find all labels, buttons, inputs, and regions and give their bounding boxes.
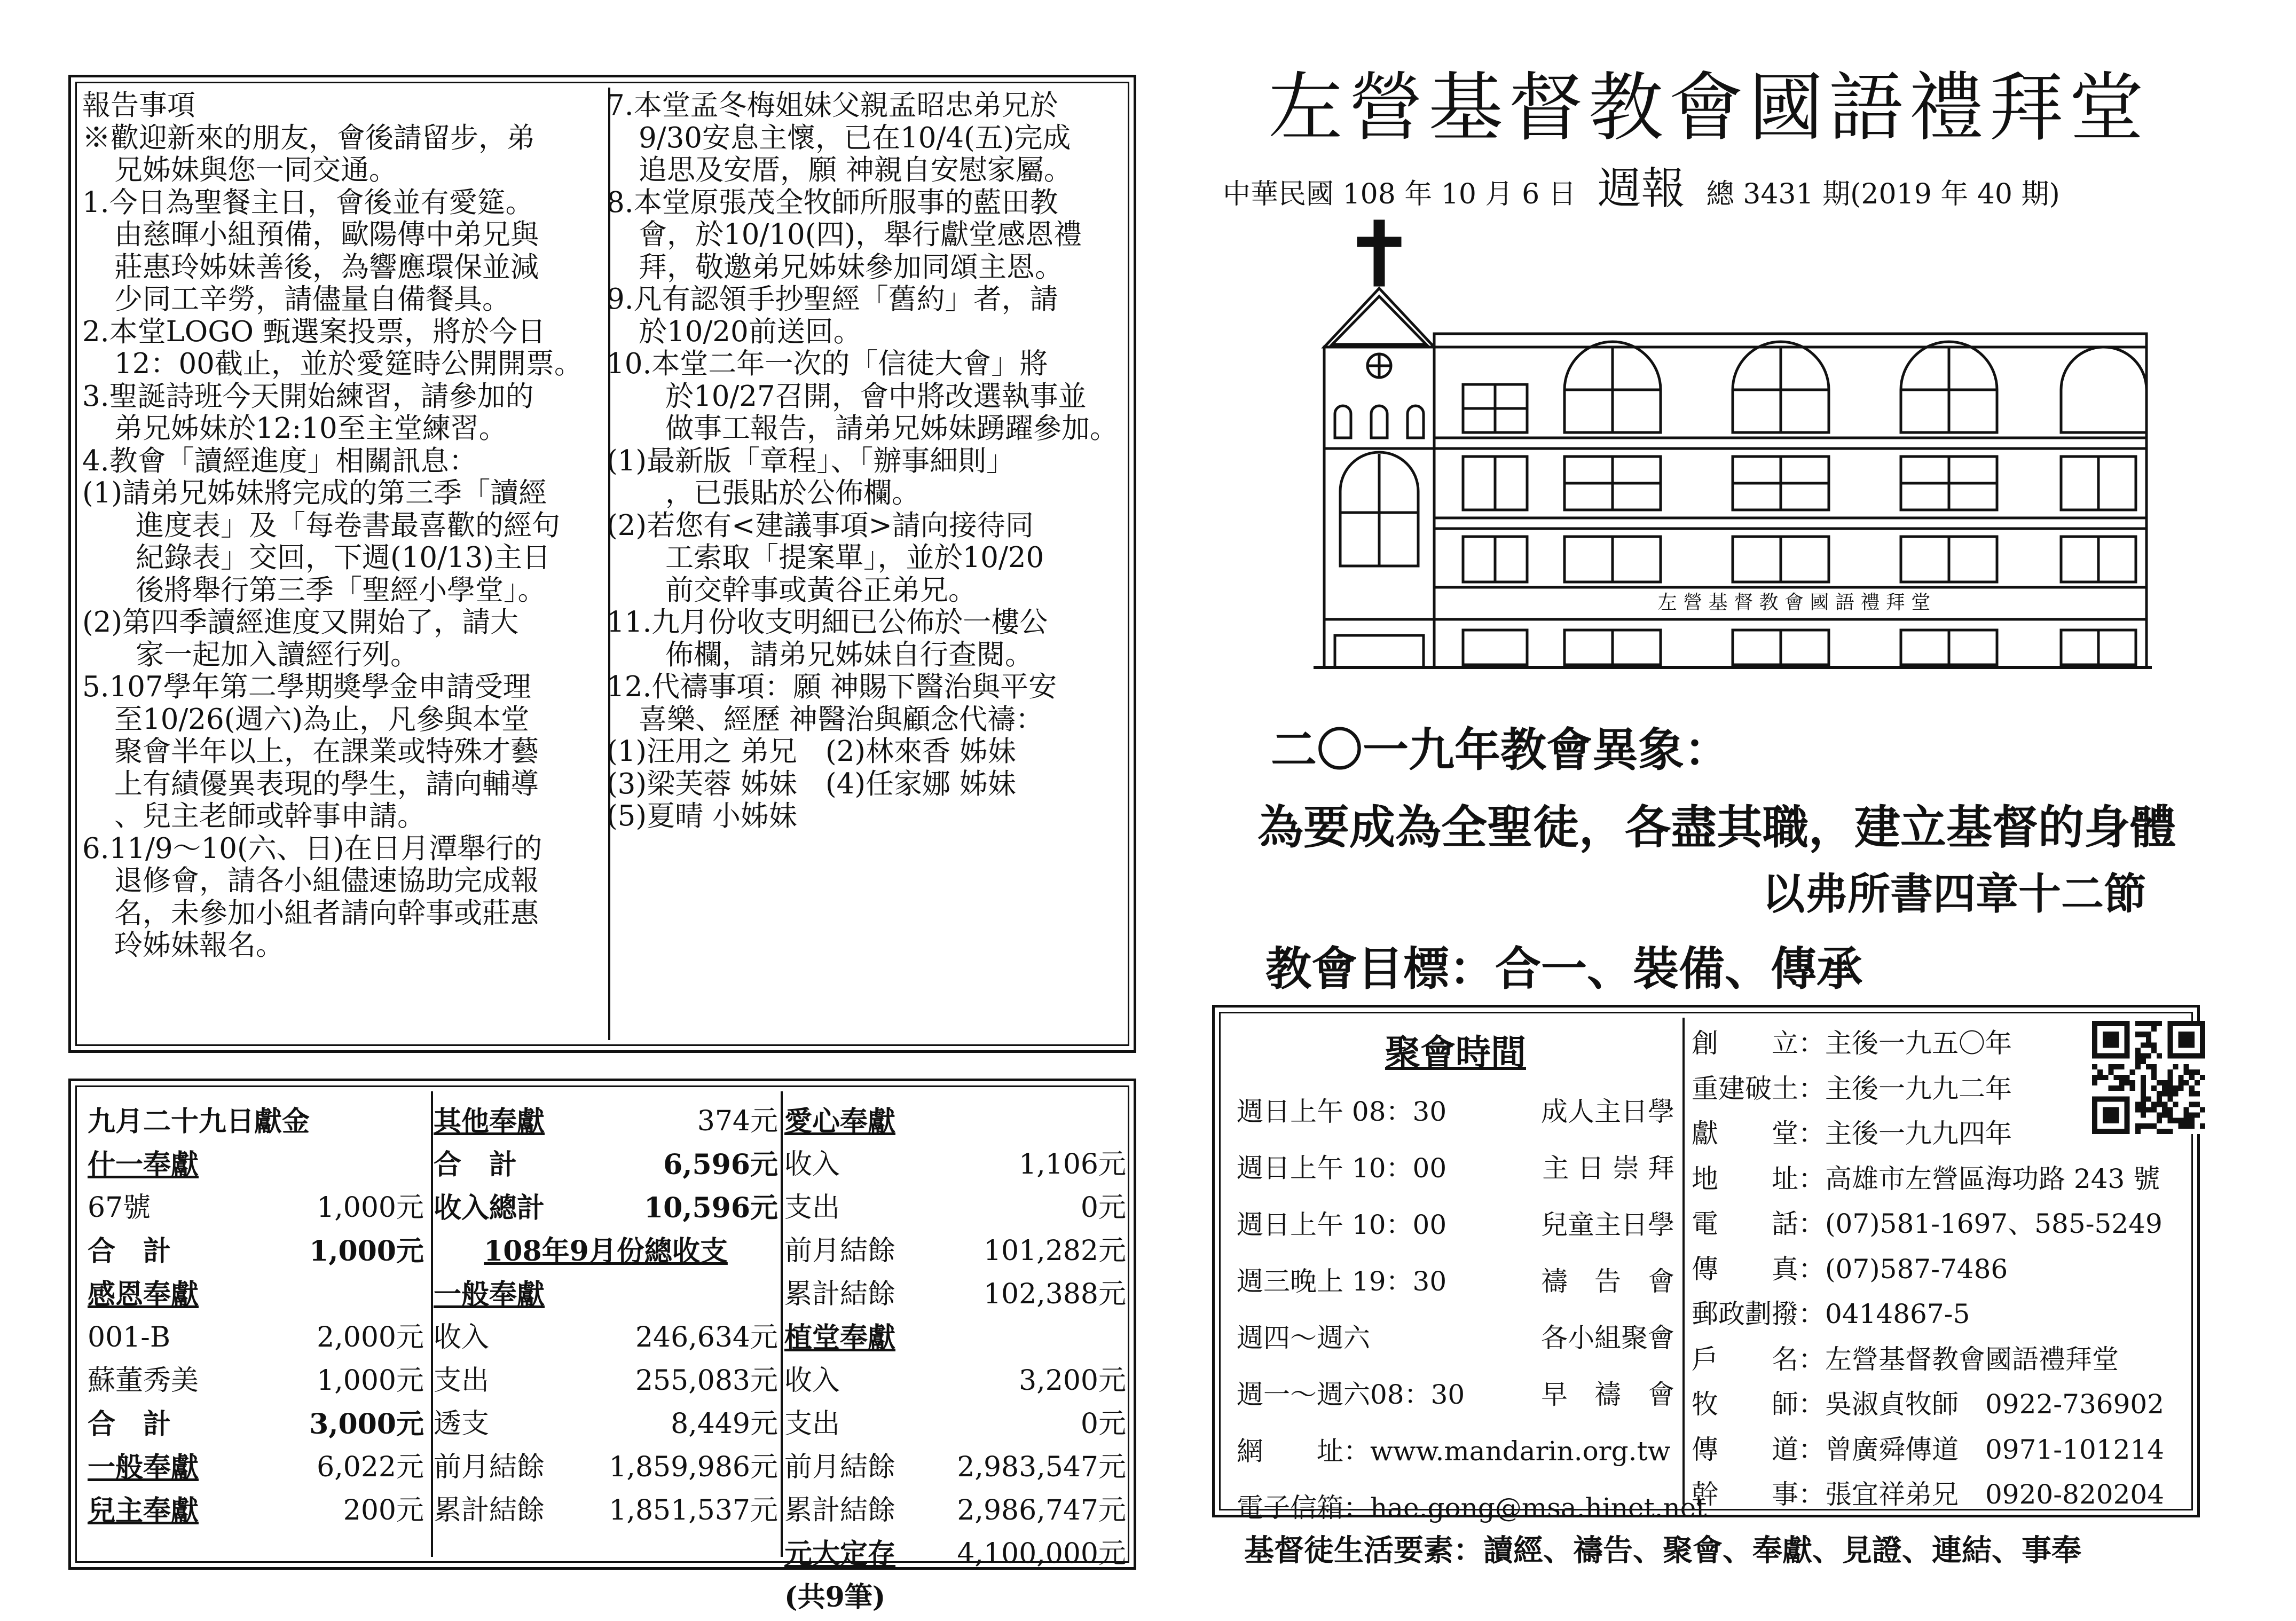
offering-amount: 1,000元	[317, 1192, 424, 1224]
meeting-time: 週一～週六08：30	[1237, 1379, 1465, 1410]
offering-amount: 2,983,547元	[957, 1451, 1126, 1483]
meeting-row	[1237, 1251, 1674, 1308]
offering-label: 前月結餘	[434, 1451, 545, 1483]
offering-label: 收入	[784, 1148, 840, 1181]
announcement-line: 工索取「提案單」，並於10/20	[665, 542, 1044, 574]
offering-label: 合 計	[88, 1235, 171, 1268]
announcement-line: 7.本堂孟冬梅姐妹父親孟昭忠弟兄於	[607, 90, 1058, 122]
vision-reference: 以弗所書四章十二節	[1762, 869, 2146, 919]
offering-row	[88, 1143, 424, 1186]
info-row: 獻 堂：主後一九九四年	[1692, 1118, 2012, 1149]
offering-label: 67號	[88, 1192, 151, 1224]
offering-amount: 1,106元	[1019, 1148, 1126, 1181]
offering-amount: 0元	[1080, 1192, 1126, 1224]
announcement-line: 紀錄表」交回，下週(10/13)主日	[136, 542, 551, 574]
meeting-time: 週日上午 08：30	[1237, 1096, 1447, 1127]
offering-label: 收入	[784, 1365, 840, 1397]
announcement-line: 、兒主老師或幹事申請。	[114, 800, 426, 832]
offerings-divider-2	[781, 1091, 783, 1557]
offering-row	[434, 1100, 778, 1143]
offering-row	[88, 1316, 424, 1359]
offering-row	[784, 1489, 1126, 1532]
offering-row	[434, 1316, 778, 1359]
announcements-left-column	[82, 90, 592, 962]
meeting-info-inner-frame	[1219, 1012, 2193, 1523]
vision-heading: 二〇一九年教會異象：	[1271, 723, 1730, 777]
offering-label: 其他奉獻	[434, 1105, 545, 1138]
offering-amount: 6,022元	[317, 1451, 424, 1483]
announcement-line: 至10/26(週六)為止，凡參與本堂	[114, 703, 530, 736]
announcement-line: 玲姊妹報名。	[114, 930, 284, 962]
offerings-column-1	[88, 1100, 424, 1532]
offering-row	[784, 1230, 1126, 1273]
offerings-divider-1	[431, 1091, 433, 1557]
announcement-line: 喜樂、經歷 神醫治與顧念代禱：	[639, 703, 1044, 736]
offering-amount: 4,100,000元	[957, 1538, 1126, 1570]
announcement-line: (3)梁芙蓉 姊妹 (4)任家娜 姊妹	[607, 768, 1016, 800]
offering-label: 透支	[434, 1408, 490, 1440]
offering-label: 前月結餘	[784, 1235, 896, 1267]
info-row: 地 址：高雄市左營區海功路 243 號	[1692, 1163, 2160, 1194]
offering-label: (共9筆)	[784, 1581, 886, 1614]
announcements-panel	[68, 75, 1136, 1053]
offering-row	[434, 1273, 778, 1316]
announcement-line: 5.107學年第二學期獎學金申請受理	[82, 671, 531, 703]
offering-label: 前月結餘	[784, 1451, 896, 1483]
christian-life-essentials: 基督徒生活要素：讀經、禱告、聚會、奉獻、見證、連結、事奉	[1244, 1533, 2081, 1568]
info-row: 幹 事：張宜祥弟兄 0920-820204	[1692, 1479, 2165, 1510]
announcement-line: 8.本堂原張茂全牧師所服事的藍田教	[607, 186, 1058, 219]
offering-label: 108年9月份總收支	[484, 1235, 728, 1268]
offering-amount: 1,000元	[317, 1365, 424, 1397]
offering-label: 支出	[784, 1408, 840, 1440]
info-row: 戶 名：左營基督教會國語禮拜堂	[1692, 1343, 2119, 1375]
announcement-line: (1)請弟兄姊妹將完成的第三季「讀經	[82, 477, 547, 509]
meeting-row	[1237, 1308, 1674, 1364]
announcement-line: 弟兄姊妹於12:10至主堂練習。	[114, 413, 507, 445]
meeting-time: 週三晚上 19：30	[1237, 1266, 1447, 1297]
announcement-line: 少同工辛勞，請儘量自備餐具。	[114, 284, 510, 316]
announcement-line: 上有績優異表現的學生，請向輔導	[114, 768, 539, 800]
announcement-line: 3.聖誕詩班今天開始練習，請參加的	[82, 380, 534, 413]
announcement-line: (2)若您有<建議事項>請向接待同	[607, 509, 1034, 542]
offering-label: 收入	[434, 1321, 490, 1354]
announcement-line: 做事工報告，請弟兄姊妹踴躍參加。	[665, 413, 1118, 445]
meeting-row	[1237, 1194, 1674, 1251]
offering-amount: 6,596元	[663, 1148, 778, 1181]
offering-label: 累計結餘	[434, 1494, 545, 1526]
offering-label: 一般奉獻	[434, 1278, 545, 1311]
offering-amount: 101,282元	[983, 1235, 1126, 1267]
info-row: 牧 師：吳淑貞牧師 0922-736902	[1692, 1389, 2165, 1420]
offering-label: 植堂奉獻	[784, 1321, 896, 1354]
announcement-line: ※歡迎新來的朋友，會後請留步，弟	[82, 122, 535, 154]
announcement-line: 10.本堂二年一次的「信徒大會」將	[607, 348, 1048, 380]
announcement-line: 於10/20前送回。	[639, 316, 862, 348]
meeting-times-heading: 聚會時間	[1385, 1032, 1526, 1073]
qr-code-icon	[2092, 1021, 2205, 1134]
announcement-line: 9.凡有認領手抄聖經「舊約」者，請	[607, 284, 1058, 316]
meeting-name: 各小組聚會	[1541, 1323, 1674, 1354]
offering-row	[88, 1446, 424, 1489]
meeting-info-divider	[1682, 1018, 1685, 1505]
offering-row	[434, 1186, 778, 1230]
info-row: 重建破土：主後一九九二年	[1692, 1073, 2012, 1104]
announcement-line: 退修會，請各小組儘速協助完成報	[114, 865, 539, 897]
announcement-line: 12.代禱事項：願 神賜下醫治與平安	[607, 671, 1057, 703]
meeting-time: 週日上午 10：00	[1237, 1153, 1447, 1184]
announcement-line: 佈欄，請弟兄姊妹自行查閱。	[665, 639, 1033, 671]
dateline	[1223, 154, 2205, 216]
offering-row	[88, 1403, 424, 1446]
announcement-line: 家一起加入讀經行列。	[136, 639, 419, 671]
vision-text: 為要成為全聖徒，各盡其職，建立基督的身體	[1257, 800, 2176, 854]
offering-row	[434, 1359, 778, 1403]
announcement-line: 進度表」及「每卷書最喜歡的經句	[136, 509, 560, 542]
announcement-line: 前交幹事或黃谷正弟兄。	[665, 574, 977, 607]
offering-amount: 200元	[343, 1494, 424, 1526]
offering-label: 兒主奉獻	[88, 1494, 199, 1527]
offerings-column-3	[784, 1100, 1126, 1619]
cross-icon	[1358, 221, 1400, 285]
offering-row	[784, 1532, 1126, 1576]
offering-row	[88, 1100, 424, 1143]
announcement-line: 兄姊妹與您一同交通。	[114, 154, 397, 186]
offering-amount: 3,000元	[309, 1408, 424, 1441]
ground-floor	[1463, 630, 2136, 665]
offering-row	[434, 1230, 778, 1273]
announcement-line: 由慈暉小組預備，歐陽傳中弟兄與	[114, 219, 539, 251]
announcements-inner-frame	[75, 82, 1129, 1046]
offering-amount: 0元	[1080, 1408, 1126, 1440]
offering-row	[434, 1143, 778, 1186]
offering-label: 累計結餘	[784, 1278, 896, 1310]
announcement-line: 莊惠玲姊妹善後，為響應環保並減	[114, 251, 539, 284]
announcement-line: (2)第四季讀經進度又開始了，請大	[82, 607, 519, 639]
offerings-inner-frame	[75, 1085, 1129, 1614]
offerings-panel	[68, 1079, 1136, 1614]
announcement-line: 2.本堂LOGO 甄選案投票，將於今日	[82, 316, 546, 348]
offering-row	[784, 1446, 1126, 1489]
offering-row	[784, 1100, 1126, 1143]
offering-row	[784, 1273, 1126, 1316]
offering-label: 累計結餘	[784, 1494, 896, 1526]
meeting-info-panel	[1212, 1005, 2200, 1523]
meeting-name: 成人主日學	[1541, 1096, 1674, 1127]
offering-row	[434, 1403, 778, 1446]
offering-label: 合 計	[88, 1408, 171, 1441]
offering-amount: 374元	[697, 1105, 778, 1137]
announcement-line: 拜，敬邀弟兄姊妹參加同頌主恩。	[639, 251, 1063, 284]
announcement-line: 於10/27召開，會中將改選執事並	[665, 380, 1087, 413]
church-title: 左營基督教會國語禮拜堂	[1268, 65, 2149, 152]
offering-label: 九月二十九日獻金	[88, 1105, 310, 1138]
website-text: 網 址：www.mandarin.org.tw	[1237, 1436, 1671, 1467]
announcement-line: 6.11/9～10(六、日)在日月潭舉行的	[82, 832, 542, 865]
meeting-name: 禱 告 會	[1541, 1266, 1674, 1297]
meeting-time: 週四～週六	[1237, 1323, 1370, 1354]
meeting-row	[1237, 1081, 1674, 1138]
offering-label: 感恩奉獻	[88, 1278, 199, 1311]
offering-amount: 8,449元	[671, 1408, 778, 1440]
announcement-line: 會，於10/10(四)，舉行獻堂感恩禮	[639, 219, 1082, 251]
info-row: 傳 真：(07)587-7486	[1692, 1253, 2008, 1285]
offerings-column-2	[434, 1100, 778, 1532]
announcement-line: 4.教會「讀經進度」相關訊息：	[82, 445, 477, 477]
announcement-line: 追思及安厝，願 神親自安慰家屬。	[639, 154, 1072, 186]
announcement-line: 11.九月份收支明細已公佈於一樓公	[607, 607, 1048, 639]
offering-label: 合 計	[434, 1148, 517, 1181]
offering-label: 收入總計	[434, 1192, 545, 1224]
offering-label: 001-B	[88, 1321, 171, 1354]
offering-row	[88, 1230, 424, 1273]
church-building-illustration	[1303, 214, 2157, 715]
offering-row	[784, 1143, 1126, 1186]
offering-label: 支出	[784, 1192, 840, 1224]
offering-amount: 255,083元	[635, 1365, 778, 1397]
announcements-right-column	[607, 90, 1135, 833]
offering-row	[784, 1316, 1126, 1359]
offering-row	[434, 1446, 778, 1489]
announcement-line: 後將舉行第三季「聖經小學堂」。	[136, 574, 546, 607]
announcement-line: (1)最新版「章程」、「辦事細則」	[607, 445, 1015, 477]
offering-label: 什一奉獻	[88, 1148, 199, 1181]
offering-row	[784, 1359, 1126, 1403]
offering-row	[784, 1186, 1126, 1230]
email-text: 電子信箱：hae.gong@msa.hinet.net	[1237, 1492, 1707, 1523]
offering-amount: 1,859,986元	[609, 1451, 778, 1483]
issue-date: 中華民國 108 年 10 月 6 日	[1223, 178, 1576, 210]
announcement-line: 聚會半年以上，在課業或特殊才藝	[114, 736, 539, 768]
announcements-heading: 報告事項	[82, 90, 195, 122]
offering-row	[88, 1489, 424, 1532]
offering-amount: 246,634元	[635, 1321, 778, 1354]
offering-row	[434, 1489, 778, 1532]
announcement-line: 12：00截止，並於愛筵時公開開票。	[114, 348, 583, 380]
info-row: 創 立：主後一九五〇年	[1692, 1028, 2012, 1059]
offering-row	[784, 1576, 1126, 1619]
announcement-line: (5)夏晴 小姊妹	[607, 800, 797, 832]
offering-label: 一般奉獻	[88, 1451, 199, 1484]
offering-row	[784, 1403, 1126, 1446]
arched-windows	[1463, 342, 2146, 432]
meeting-time: 週日上午 10：00	[1237, 1209, 1447, 1240]
info-row: 郵政劃撥：0414867-5	[1692, 1299, 1970, 1329]
meeting-row	[1237, 1364, 1674, 1421]
announcement-line: 名，未參加小組者請向幹事或莊惠	[114, 897, 539, 930]
building-sign: 左 營 基 督 教 會 國 語 禮 拜 堂	[1657, 592, 1931, 613]
announcement-line: 1.今日為聖餐主日，會後並有愛筵。	[82, 186, 534, 219]
offering-row	[88, 1359, 424, 1403]
meeting-name: 早 禱 會	[1541, 1379, 1674, 1410]
church-goal: 教會目標：合一、裝備、傳承	[1265, 942, 1862, 996]
offering-amount: 3,200元	[1019, 1365, 1126, 1397]
issue-number: 總 3431 期(2019 年 40 期)	[1706, 178, 2060, 210]
meeting-row	[1237, 1138, 1674, 1194]
info-row: 傳 道：曾廣舜傳道 0971-101214	[1692, 1434, 2165, 1465]
announcement-line: (1)汪用之 弟兄 (2)林來香 姊妹	[607, 736, 1016, 768]
meeting-times	[1237, 1024, 1707, 1534]
meeting-name: 兒童主日學	[1541, 1209, 1674, 1240]
weekly-label: 週報	[1597, 163, 1685, 214]
offering-amount: 2,986,747元	[957, 1494, 1126, 1526]
announcement-line: ，已張貼於公佈欄。	[665, 477, 920, 509]
offering-label: 愛心奉獻	[784, 1105, 896, 1138]
info-row: 電 話：(07)581-1697、585-5249	[1692, 1208, 2163, 1239]
announcement-line: 9/30安息主懷，已在10/4(五)完成	[639, 122, 1071, 154]
email-row	[1237, 1477, 1707, 1534]
offering-amount: 1,851,537元	[609, 1494, 778, 1526]
offering-row	[88, 1273, 424, 1316]
offering-label: 元大定存	[784, 1538, 896, 1570]
offering-label: 蘇董秀美	[88, 1365, 199, 1397]
offering-row	[88, 1186, 424, 1230]
offering-amount: 1,000元	[309, 1235, 424, 1268]
website-row	[1237, 1421, 1674, 1477]
meeting-name: 主 日 崇 拜	[1542, 1153, 1674, 1184]
offering-amount: 2,000元	[317, 1321, 424, 1354]
offering-label: 支出	[434, 1365, 490, 1397]
offering-amount: 102,388元	[983, 1278, 1126, 1310]
offering-amount: 10,596元	[643, 1192, 778, 1224]
